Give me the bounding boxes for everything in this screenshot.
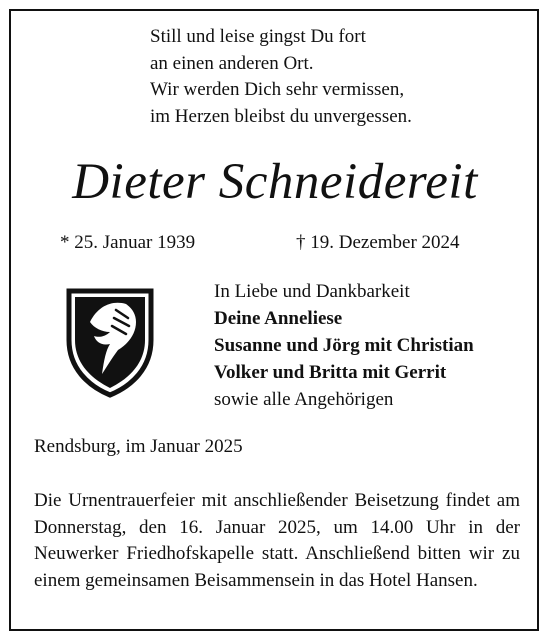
mourners-outro: sowie alle Angehörigen — [214, 389, 394, 410]
mourner-name: Susanne und Jörg mit Christian — [214, 335, 474, 356]
funeral-notice: Die Urnentrauerfeier mit anschließender Beisetzung findet am Donnerstag, den 16. Januar 2025, um 14.00 Uhr in der Neuwerker Friedhofskapelle statt. Anschließend bitten wir zu einem gemeinsamen Beisammensein in das Hotel Hansen. — [34, 490, 520, 591]
poem-line: im Herzen bleibst du unvergessen. — [150, 105, 412, 127]
coat-of-arms-icon — [66, 288, 154, 398]
mourners-intro: In Liebe und Dankbarkeit — [214, 281, 410, 302]
deceased-name: Dieter Schneidereit — [72, 154, 478, 210]
poem-line: an einen anderen Ort. — [150, 52, 314, 74]
death-date: † 19. Dezember 2024 — [296, 232, 460, 253]
mourner-name: Deine Anneliese — [214, 308, 343, 329]
poem-line: Still und leise gingst Du fort — [150, 26, 366, 47]
mourners-block — [214, 278, 474, 413]
birth-date: * 25. Januar 1939 — [60, 232, 196, 253]
poem-line: Wir werden Dich sehr vermissen, — [150, 79, 405, 100]
place-date: Rendsburg, im Januar 2025 — [34, 436, 243, 457]
poem — [150, 24, 412, 130]
mourner-name: Volker und Britta mit Gerrit — [214, 362, 447, 383]
